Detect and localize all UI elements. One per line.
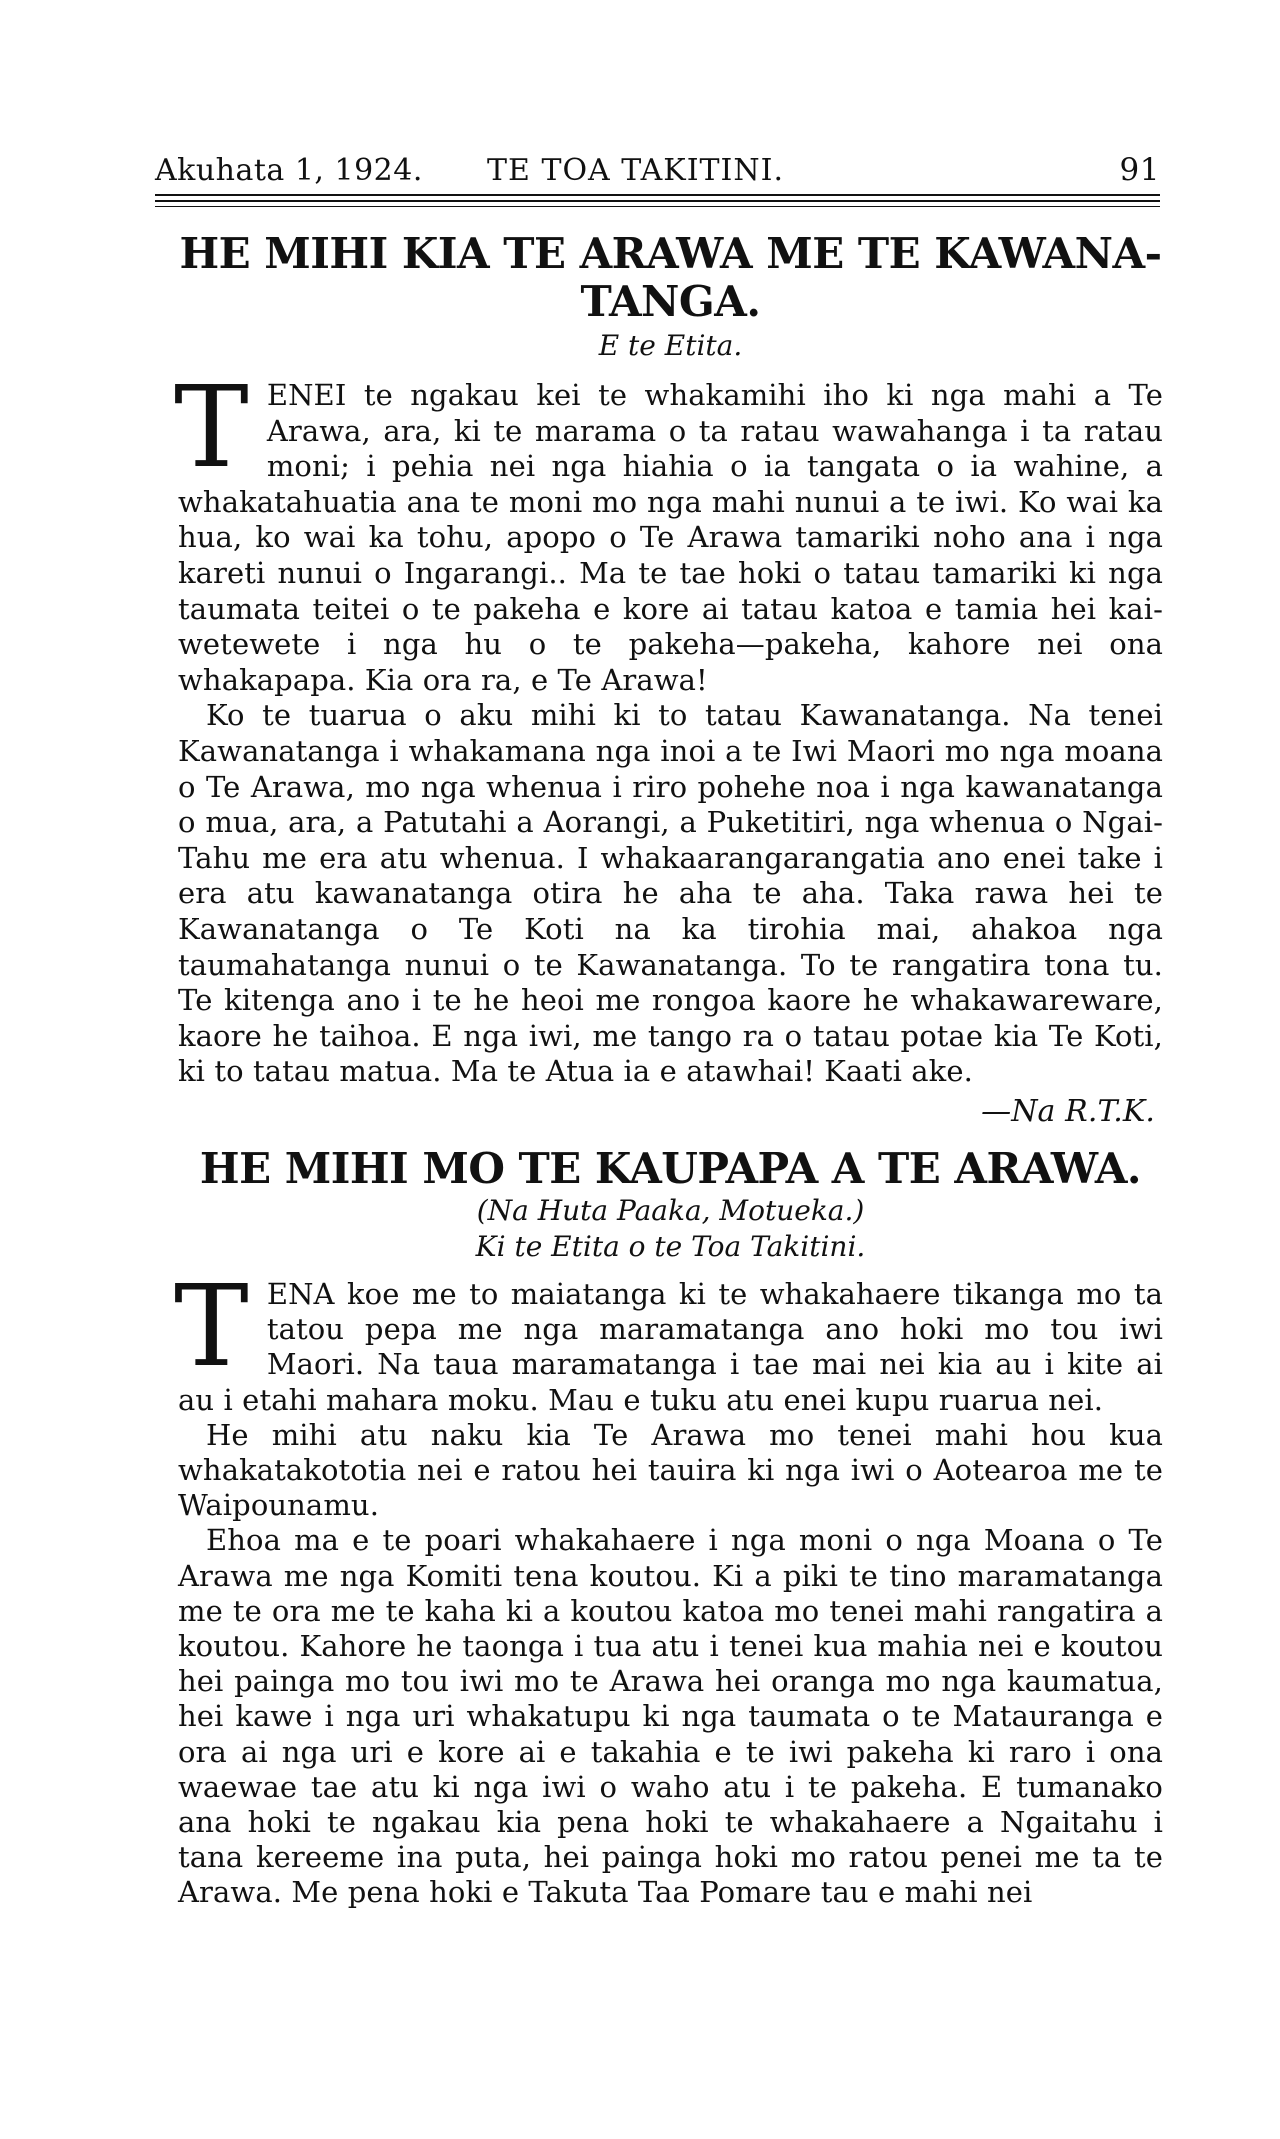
article-paragraph: [174, 1262, 1163, 1418]
article-signature: —Na R.T.K.: [981, 1093, 1155, 1129]
header-rule: [155, 200, 1160, 202]
article-paragraph: Ko te tuarua o aku mihi ki to tatau Kawanatanga. Na tenei Kawanatanga i whakamana nga inoi a te Iwi Maori mo nga moana o Te Arawa, mo nga whenua i riro pohehe noa i nga kawanatanga o mua, ara, a Patutahi a Aorangi, a Puketitiri, nga whenua o Ngai-Tahu me era atu whenua. I whakaarangarangatia ano enei take i era atu kawanatanga otira he aha te aha. Taka rawa hei te Kawanatanga o Te Koti na ka tirohia mai, ahakoa nga taumahatanga nunui o te Kawanatanga. To te rangatira tona tu. Te kitenga ano i te he heoi me rongoa kaore he whakawareware, kaore he taihoa. E nga iwi, me tango ra o tatau potae kia Te Koti, ki to tatau matua. Ma te Atua ia e atawhai! Kaati ake.: [178, 698, 1163, 1089]
header-date: Akuhata 1, 1924.: [155, 153, 423, 188]
article-body: [174, 1262, 1163, 1911]
article-headline: HE MIHI MO TE KAUPAPA A TE ARAWA.: [199, 1144, 1142, 1193]
header-title: TE TOA TAKITINI.: [487, 153, 785, 188]
paragraph-text: ENEI te ngakau kei te whakamihi iho ki nga mahi a Te Arawa, ara, ki te marama o ta ratau wawahanga i ta ratau moni; i pehia nei nga hiahia o ia tangata o ia wahine, a whakatahuatia ana te moni mo nga mahi nunui a te iwi. Ko wai ka hua, ko wai ka tohu, apopo o Te Arawa tamariki noho ana i nga kareti nunui o Ingarangi.. Ma te tae hoki o tatau tamariki ki nga taumata teitei o te pakeha e kore ai tatau katoa e tamia hei kai-wetewete i nga hu o te pakeha—pakeha, kahore nei ona whakapapa. Kia ora ra, e Te Arawa!: [178, 378, 1163, 697]
article-paragraph: Ehoa ma e te poari whakahaere i nga moni o nga Moana o Te Arawa me nga Komiti tena koutou. Ki a piki te tino maramatanga me te ora me te kaha ki a koutou katoa mo tenei mahi rangatira a koutou. Kahore he taonga i tua atu i tenei kua mahia nei e koutou hei painga mo tou iwi mo te Arawa hei oranga mo nga kaumatua, hei kawe i nga uri whakatupu ki nga taumata o te Matauranga e ora ai nga uri e kore ai e takahia e te iwi pakeha ki raro i ona waewae tae atu ki nga iwi o waho atu i te pakeha. E tumanako ana hoki te ngakau kia pena hoki te whakahaere a Ngaitahu i tana kereeme ina puta, hei painga hoki mo ratou penei me ta te Arawa. Me pena hoki e Takuta Taa Pomare tau e mahi nei: [178, 1523, 1163, 1910]
article-mihi-kawanatanga: [174, 229, 1163, 1130]
article-byline: (Na Huta Paaka, Motueka.): [476, 1194, 865, 1227]
paragraph-text: ENA koe me to maiatanga ki te whakahaere tikanga mo ta tatou pepa me nga maramatanga ano hoki mo tou iwi Maori. Na taua maramatanga i tae mai nei kia au i kite ai au i etahi mahara moku. Mau e tuku atu enei kupu ruarua nei.: [178, 1277, 1163, 1417]
article-byline: Ki te Etita o te Toa Takitini.: [475, 1230, 866, 1263]
article-headline: HE MIHI KIA TE ARAWA ME TE KAWANA-TANGA.: [179, 229, 1162, 326]
article-paragraph: He mihi atu naku kia Te Arawa mo tenei mahi hou kua whakatakototia nei e ratou hei tauira ki nga iwi o Aotearoa me te Waipounamu.: [178, 1417, 1163, 1523]
article-mihi-kaupapa: [174, 1144, 1163, 1911]
page-header: [155, 148, 1160, 188]
drop-cap: T: [174, 1262, 249, 1392]
page-number: 91: [1119, 152, 1160, 188]
article-paragraph: [174, 363, 1163, 698]
drop-cap: T: [174, 363, 249, 493]
header-rule: [155, 206, 1160, 207]
header-rule: [155, 194, 1160, 196]
article-byline: E te Etita.: [598, 329, 743, 362]
article-body: [174, 363, 1163, 1130]
